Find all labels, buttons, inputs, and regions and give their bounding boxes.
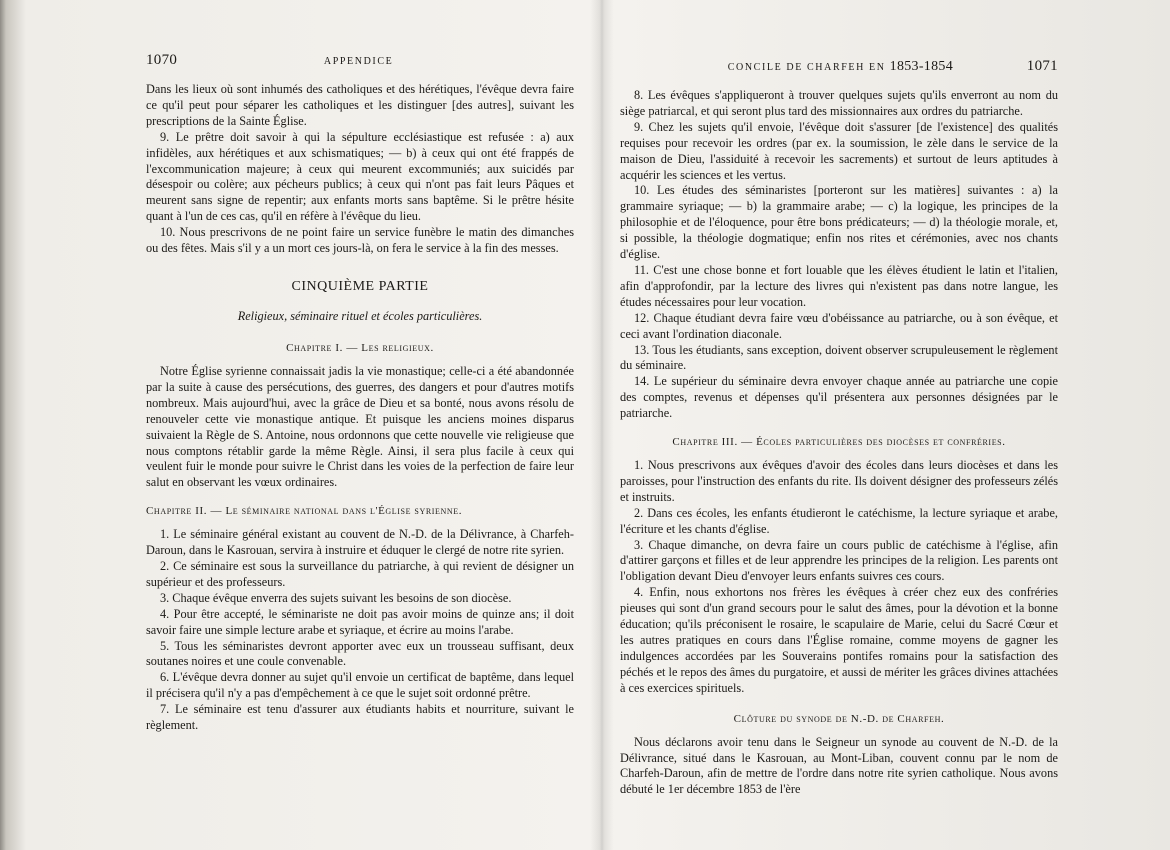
right-running-title-year: 1853-1854 (889, 59, 954, 74)
chapter-2-item: 14. Le supérieur du séminaire devra envoyer chaque année au patriarche une copie des comptes, revenus et dépenses qu'il présentera aux personnes désignées par le patriarche. (620, 374, 1058, 421)
chapter-2-item: 5. Tous les séminaristes devront apporter avec eux un trousseau suffisant, deux soutanes noires et une coule convenable. (146, 638, 574, 669)
right-running-title (728, 59, 953, 75)
left-running-title: APPENDICE (323, 56, 394, 67)
part-title: CINQUIÈME PARTIE (291, 278, 429, 294)
right-page-number: 1071 (1026, 58, 1058, 74)
chapter-2-item: 13. Tous les étudiants, sans exception, doivent observer scrupuleusement le règlement du séminaire. (620, 342, 1058, 373)
paragraph-continued: Dans les lieux où sont inhumés des catholiques et des hérétiques, l'évêque devra faire ce qu'il peut pour séparer les catholiques et les distinguer [des autres], suivant les prescriptions de la Sainte Église. (146, 82, 574, 128)
right-page (606, 0, 1170, 850)
chapter-3-item: 2. Dans ces écoles, les enfants étudieront le catéchisme, la lecture syriaque et arabe, l'écriture et les chants d'église. (620, 505, 1058, 536)
closing-text: Nous déclarons avoir tenu dans le Seigneur un synode au couvent de N.-D. de la Délivrance, situé dans le Kasrouan, au Mont-Liban, couvent connu par le nom de Charfeh-Daroun, afin de mettre de l'ordre dans notre rite syrien catholique. Nous avons débuté le 1er décembre 1853 de l'ère (620, 734, 1058, 797)
chapter-2-item: 1. Le séminaire général existant au couvent de N.-D. de la Délivrance, à Charfeh-Daroun, dans le Kasrouan, servira à instruire et éduquer le clergé de notre rite syrien. (146, 527, 574, 558)
chapter-1-text: Notre Église syrienne connaissait jadis la vie monastique; celle-ci a été abandonnée par la suite à cause des persécutions, des guerres, des dangers et pour d'autres motifs nombreux. Mais aujourd'hui, avec la grâce de Dieu et sa bonté, nous avons résolu de renouveler cette vie monastique antique. Et puisque les anciens moines disparus suivaient la Règle de S. Antoine, nous ordonnons que cette nouvelle vie religieuse que nous comptons rétablir garde la même Règle. Ainsi, il sera plus facile à ceux qui veulent fuir le monde pour suivre le Christ dans les voies de la perfection de faire leur salut en observant les vœux ordinaires. (146, 363, 574, 490)
paragraph-9-sepulture: 9. Le prêtre doit savoir à qui la sépulture ecclésiastique est refusée : a) aux infidèles, aux hérétiques et aux schismatiques; — b) à ceux qui ont été frappés de l'excommunication majeure; à ceux qui meurent excommuniés; aux suicidés par désespoir ou colère; aux pécheurs publics; à ceux qui n'ont pas fait leurs Pâques et meurent sans signe de repentir; aux enfants morts sans baptême. Si le prêtre hésite quant à l'un de ces cas, qu'il en réfère à l'évêque du lieu. (146, 129, 574, 224)
part-subtitle: Religieux, séminaire rituel et écoles particulières. (237, 308, 483, 323)
chapter-2-item: 7. Le séminaire est tenu d'assurer aux étudiants habits et nourriture, suivant le règlement. (146, 702, 574, 733)
chapter-2-item: 6. L'évêque devra donner au sujet qu'il envoie un certificat de baptême, dans lequel il précisera qu'il n'y a pas d'empêchement à ce que le sujet soit ordonné prêtre. (146, 670, 574, 701)
chapter-2-item: 2. Ce séminaire est sous la surveillance du patriarche, à qui revient de désigner un supérieur et des professeurs. (146, 559, 574, 589)
chapter-2-item: 11. C'est une chose bonne et fort louable que les élèves étudient le latin et l'italien, afin d'approfondir, par la lecture des livres qui n'existent pas dans notre langue, les études nécessaires pour leur vocation. (620, 262, 1058, 309)
chapter-2-item: 8. Les évêques s'appliqueront à trouver quelques sujets qu'ils enverront au nom du siège patriarcal, et qui seront plus tard des missionnaires aux ordres du patriarche. (620, 88, 1058, 118)
chapter-3-item: 3. Chaque dimanche, on devra faire un cours public de catéchisme à l'église, afin d'attirer garçons et filles et de leur apprendre les principes de la religion. Les parents ont l'obligation devant Dieu d'envoyer leurs enfants suivres ces cours. (620, 537, 1058, 584)
chapter-2-title: Chapitre II. — Le séminaire national dans l'Église syrienne. (146, 505, 463, 518)
closing-title: Clôture du synode de N.-D. de Charfeh. (733, 712, 945, 725)
chapter-1-title: Chapitre I. — Les religieux. (286, 341, 434, 354)
right-running-head (620, 58, 1058, 82)
right-running-title-text: CONCILE DE CHARFEH EN (727, 62, 886, 73)
paragraph-10-funeral-service: 10. Nous prescrivons de ne point faire un service funèbre le matin des dimanches ou des fêtes. Mais s'il y a un mort ces jours-là, on fera le service à la fin des messes. (146, 225, 574, 256)
chapter-2-item: 12. Chaque étudiant devra faire vœu d'obéissance au patriarche, ou à son évêque, et ceci avant l'ordination diaconale. (620, 310, 1058, 341)
chapter-2-item: 3. Chaque évêque enverra des sujets suivant les besoins de son diocèse. (160, 590, 512, 605)
left-running-head (146, 52, 574, 76)
chapter-3-title: Chapitre III. — Écoles particulières des diocèses et confréries. (672, 436, 1006, 449)
chapter-2-item: 4. Pour être accepté, le séminariste ne doit pas avoir moins de quinze ans; il doit savoir faire une simple lecture arabe et syriaque, et écrire au moins l'arabe. (146, 606, 574, 637)
chapter-3-item: 1. Nous prescrivons aux évêques d'avoir des écoles dans leurs diocèses et dans les paroisses, pour l'instruction des enfants du rite. Ils doivent désigner des professeurs zélés et instruits. (620, 458, 1058, 504)
chapter-2-item: 10. Les études des séminaristes [porteront sur les matières] suivantes : a) la grammaire syriaque; — b) la grammaire arabe; — c) la logique, les principes de la philosophie et de l'éloquence, pour être bons prédicateurs; — d) la théologie morale, et, si possible, la théologie dogmatique; enfin nos rites et cérémonies, avec nos chants d'église. (620, 183, 1058, 262)
left-page-number: 1070 (146, 52, 178, 68)
chapter-2-item: 9. Chez les sujets qu'il envoie, l'évêque doit s'assurer [de l'existence] des qualités requises pour recevoir les ordres (par ex. la soumission, le zèle dans le service de la maison de Dieu, l'assiduité à recevoir les sacrements) et surtout de leurs aptitudes à acquérir les sciences et les vertus. (620, 119, 1058, 182)
chapter-3-item: 4. Enfin, nous exhortons nos frères les évêques à créer chez eux des confréries pieuses qui sont d'un grand secours pour le salut des âmes, pour la dévotion et la bonne éducation; qu'ils préconisent le rosaire, le scapulaire de Marie, celui du Sacré Cœur et les autres pratiques en cours dans l'Église romaine, comme moyens de gagner les indulgences accordées par les Souverains pontifes romains pour la satisfaction des péchés et le repos des âmes du purgatoire, et aussi de mériter les grâces divines attachées à ces exercices spirituels. (620, 585, 1058, 695)
